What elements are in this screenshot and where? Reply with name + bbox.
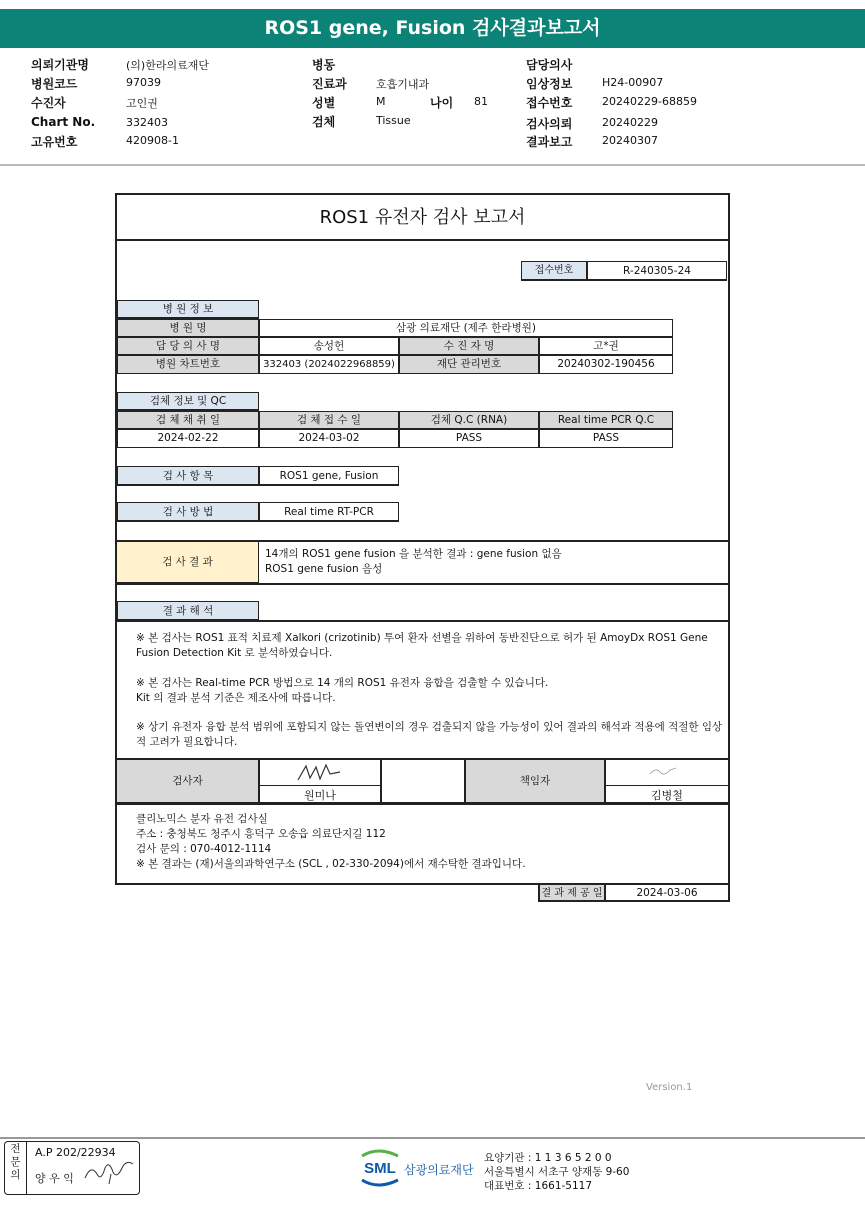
mgmt-label: 재단 관리번호: [399, 355, 539, 374]
header-label-clinical-info: 임상정보: [526, 77, 573, 91]
header-value-sex: M: [376, 95, 386, 108]
header-value-request-date: 20240229: [602, 116, 658, 129]
specimen-header-collected: 검 체 채 취 일: [117, 411, 259, 429]
manager-signature-box: [605, 759, 728, 803]
patient-value: 고*권: [539, 337, 673, 355]
specimen-value-rna-qc: PASS: [399, 429, 539, 448]
header-value-specimen: Tissue: [376, 114, 411, 127]
receipt-value: R-240305-24: [587, 261, 727, 281]
header-label-unique-no: 고유번호: [31, 135, 78, 149]
specimen-value-received: 2024-03-02: [259, 429, 399, 448]
section-interpretation: 결 과 해 석: [117, 601, 259, 621]
interp-p2-line2: Kit 의 결과 분석 기준은 제조사에 따릅니다.: [136, 692, 336, 704]
result-line-2: ROS1 gene fusion 음성: [265, 563, 383, 575]
interp-p3-line1: ※ 상기 유전자 융합 분석 범위에 포함되지 않는 돌연변이의 경우 검출되지 않을 가능성이 있어 결과의 해석과 적용에 적절한 임상: [136, 721, 723, 733]
header-value-age: 81: [474, 95, 488, 108]
blank-signature-box: [381, 759, 465, 803]
result-bottom-rule: [117, 583, 728, 585]
lab-info-line-2: 주소 : 충청북도 청주시 흥덕구 오송읍 의료단지길 112: [136, 828, 386, 840]
header-label-receipt-no: 접수번호: [526, 96, 573, 110]
embedded-report: [115, 193, 730, 885]
header-label-sex: 성별: [312, 96, 336, 110]
receipt-label: 접수번호: [521, 261, 587, 281]
header-value-department: 호흡기내과: [376, 78, 430, 91]
stamp-name: 양 우 익: [35, 1172, 74, 1185]
section-specimen-qc: 검체 정보 및 QC: [117, 392, 259, 411]
doctor-label: 담 당 의 사 명: [117, 337, 259, 355]
hospital-name-label: 병 원 명: [117, 319, 259, 337]
interp-p1-line2: Fusion Detection Kit 로 분석하였습니다.: [136, 647, 333, 659]
header-value-patient: 고인권: [126, 97, 158, 110]
stamp-side-label: [5, 1142, 27, 1194]
interp-p1-line1: ※ 본 검사는 ROS1 표적 치료제 Xalkori (crizotinib) 투여 환자 선별을 위하여 동반진단으로 허가 된 AmoyDx ROS1 Gene: [136, 632, 708, 644]
header-label-ward: 병동: [312, 58, 336, 72]
lab-info-line-4: ※ 본 결과는 (재)서울의과학연구소 (SCL , 02-330-2094)에서 재수탁한 결과입니다.: [136, 858, 526, 870]
mgmt-value: 20240302-190456: [539, 355, 673, 374]
provided-date-value: 2024-03-06: [606, 883, 730, 902]
stamp-side-char-2: 문: [10, 1156, 21, 1168]
header-label-department: 진료과: [312, 77, 347, 91]
footer-rule: [0, 1137, 865, 1139]
chart-value: 332403 (2024022968859): [259, 355, 399, 374]
header-label-doctor: 담당의사: [526, 58, 573, 72]
signature-bottom-rule: [117, 803, 728, 805]
header-label-hospital-code: 병원코드: [31, 77, 78, 91]
lab-info-line-1: 클리노믹스 분자 유전 검사실: [136, 813, 268, 825]
header-label-patient: 수진자: [31, 96, 66, 110]
specimen-header-pcr-qc: Real time PCR Q.C: [539, 411, 673, 429]
hospital-name-value: 삼광 의료재단 (제주 한라병원): [259, 319, 673, 337]
header-label-specimen: 검체: [312, 115, 336, 129]
specialist-stamp: [4, 1141, 140, 1195]
provided-date-label: 결 과 제 공 일: [538, 883, 606, 902]
foundation-name: 삼광의료재단: [404, 1163, 474, 1177]
result-line-1: 14개의 ROS1 gene fusion 을 분석한 결과 : gene fusion 없음: [265, 548, 562, 560]
footer-address: 서울특별시 서초구 양재동 9-60: [484, 1166, 630, 1178]
header-label-chart-no: Chart No.: [31, 115, 96, 129]
test-method-label: 검 사 방 법: [117, 502, 259, 522]
interp-top-rule: [117, 620, 728, 622]
header-value-unique-no: 420908-1: [126, 134, 179, 147]
tester-label: 검사자: [117, 759, 259, 803]
stamp-side-char-3: 의: [10, 1169, 21, 1181]
stamp-signature-icon: [81, 1156, 137, 1186]
header-value-chart-no: 332403: [126, 116, 168, 129]
sml-logo-text: SML: [364, 1160, 396, 1177]
tester-signature-icon: [296, 762, 344, 784]
manager-label: 책임자: [465, 759, 605, 803]
header-label-institution: 의뢰기관명: [31, 58, 89, 72]
manager-signature-icon: [648, 764, 678, 778]
specimen-value-pcr-qc: PASS: [539, 429, 673, 448]
test-method-value: Real time RT-PCR: [259, 502, 399, 522]
section-hospital-info: 병 원 정 보: [117, 300, 259, 319]
specimen-value-collected: 2024-02-22: [117, 429, 259, 448]
header-value-report-date: 20240307: [602, 134, 658, 147]
patient-header: [0, 48, 865, 166]
sml-logo-icon: [358, 1148, 402, 1188]
header-value-hospital-code: 97039: [126, 76, 161, 89]
header-label-request-date: 검사의뢰: [526, 117, 573, 131]
specimen-header-received: 검 체 접 수 일: [259, 411, 399, 429]
footer-institution-code: 요양기관 : 1 1 3 6 5 2 0 0: [484, 1152, 612, 1164]
version-label: Version.1: [646, 1082, 693, 1093]
interp-p2-line1: ※ 본 검사는 Real-time PCR 방법으로 14 개의 ROS1 유전자 융합을 검출할 수 있습니다.: [136, 677, 549, 689]
specimen-header-rna-qc: 검체 Q.C (RNA): [399, 411, 539, 429]
interp-p3-line2: 적 고려가 필요합니다.: [136, 736, 238, 748]
doctor-value: 송성헌: [259, 337, 399, 355]
header-value-receipt-no: 20240229-68859: [602, 95, 697, 108]
result-label: 검 사 결 과: [117, 541, 259, 583]
report-title: ROS1 유전자 검사 보고서: [117, 195, 728, 241]
test-item-label: 검 사 항 목: [117, 466, 259, 486]
chart-label: 병원 차트번호: [117, 355, 259, 374]
tester-signature-box: [259, 759, 381, 803]
stamp-license: A.P 202/22934: [35, 1146, 116, 1159]
manager-name: 김병철: [651, 789, 683, 802]
lab-info-line-3: 검사 문의 : 070-4012-1114: [136, 843, 272, 855]
header-label-report-date: 결과보고: [526, 135, 573, 149]
footer-phone: 대표번호 : 1661-5117: [484, 1180, 593, 1192]
header-label-age: 나이: [430, 96, 454, 110]
test-item-value: ROS1 gene, Fusion: [259, 466, 399, 486]
header-value-institution: (의)한라의료재단: [126, 59, 209, 72]
patient-label: 수 진 자 명: [399, 337, 539, 355]
stamp-side-char-1: 전: [10, 1143, 21, 1155]
tester-name: 원미나: [304, 789, 336, 802]
report-banner-title: ROS1 gene, Fusion 검사결과보고서: [0, 9, 865, 48]
header-value-clinical-info: H24-00907: [602, 76, 664, 89]
